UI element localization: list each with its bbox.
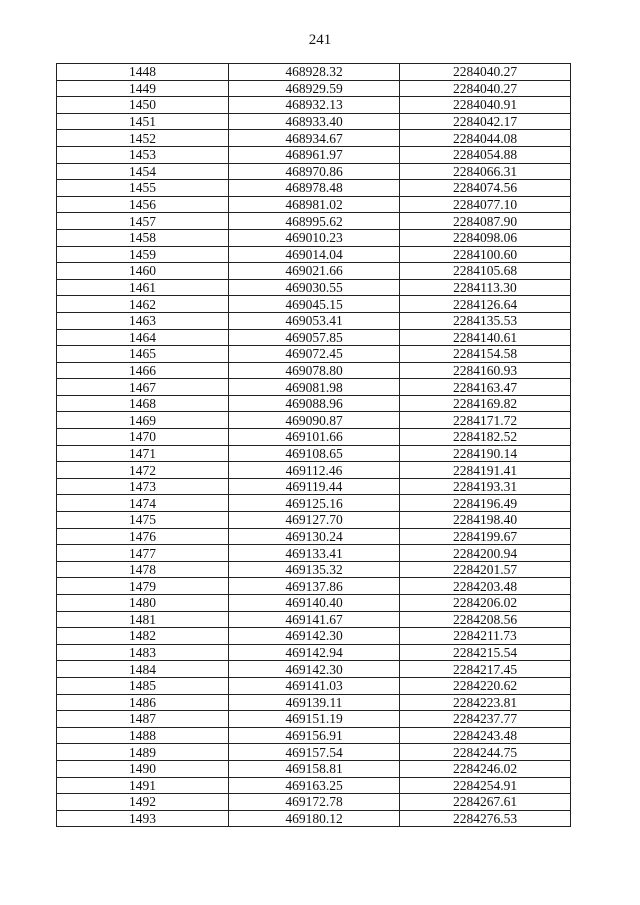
y-coordinate-cell: 2284066.31 bbox=[400, 163, 571, 180]
y-coordinate-cell: 2284140.61 bbox=[400, 329, 571, 346]
y-coordinate-cell: 2284042.17 bbox=[400, 113, 571, 130]
x-coordinate-cell: 468970.86 bbox=[229, 163, 400, 180]
point-number-cell: 1455 bbox=[57, 180, 229, 197]
table-row bbox=[57, 80, 571, 97]
point-number-cell: 1450 bbox=[57, 97, 229, 114]
point-number-cell: 1490 bbox=[57, 760, 229, 777]
x-coordinate-cell: 469163.25 bbox=[229, 777, 400, 794]
table-row bbox=[57, 760, 571, 777]
point-number-cell: 1459 bbox=[57, 246, 229, 263]
point-number-cell: 1478 bbox=[57, 561, 229, 578]
point-number-cell: 1482 bbox=[57, 628, 229, 645]
point-number-cell: 1471 bbox=[57, 445, 229, 462]
point-number-cell: 1466 bbox=[57, 362, 229, 379]
point-number-cell: 1470 bbox=[57, 429, 229, 446]
table-row bbox=[57, 711, 571, 728]
y-coordinate-cell: 2284160.93 bbox=[400, 362, 571, 379]
y-coordinate-cell: 2284135.53 bbox=[400, 312, 571, 329]
x-coordinate-cell: 469172.78 bbox=[229, 794, 400, 811]
x-coordinate-cell: 469045.15 bbox=[229, 296, 400, 313]
point-number-cell: 1454 bbox=[57, 163, 229, 180]
table-row bbox=[57, 279, 571, 296]
point-number-cell: 1492 bbox=[57, 794, 229, 811]
x-coordinate-cell: 469142.94 bbox=[229, 644, 400, 661]
x-coordinate-cell: 468929.59 bbox=[229, 80, 400, 97]
y-coordinate-cell: 2284196.49 bbox=[400, 495, 571, 512]
coordinates-table-body bbox=[57, 64, 571, 827]
y-coordinate-cell: 2284182.52 bbox=[400, 429, 571, 446]
table-row bbox=[57, 561, 571, 578]
point-number-cell: 1489 bbox=[57, 744, 229, 761]
y-coordinate-cell: 2284217.45 bbox=[400, 661, 571, 678]
point-number-cell: 1487 bbox=[57, 711, 229, 728]
table-row bbox=[57, 296, 571, 313]
point-number-cell: 1474 bbox=[57, 495, 229, 512]
y-coordinate-cell: 2284087.90 bbox=[400, 213, 571, 230]
x-coordinate-cell: 469088.96 bbox=[229, 395, 400, 412]
y-coordinate-cell: 2284054.88 bbox=[400, 146, 571, 163]
x-coordinate-cell: 469158.81 bbox=[229, 760, 400, 777]
x-coordinate-cell: 469101.66 bbox=[229, 429, 400, 446]
table-row bbox=[57, 97, 571, 114]
point-number-cell: 1464 bbox=[57, 329, 229, 346]
table-row bbox=[57, 694, 571, 711]
x-coordinate-cell: 469030.55 bbox=[229, 279, 400, 296]
table-row bbox=[57, 395, 571, 412]
table-row bbox=[57, 445, 571, 462]
point-number-cell: 1457 bbox=[57, 213, 229, 230]
x-coordinate-cell: 469021.66 bbox=[229, 263, 400, 280]
y-coordinate-cell: 2284244.75 bbox=[400, 744, 571, 761]
y-coordinate-cell: 2284211.73 bbox=[400, 628, 571, 645]
table-row bbox=[57, 512, 571, 529]
point-number-cell: 1479 bbox=[57, 578, 229, 595]
table-row bbox=[57, 213, 571, 230]
table-row bbox=[57, 727, 571, 744]
table-row bbox=[57, 329, 571, 346]
table-row bbox=[57, 528, 571, 545]
table-row bbox=[57, 229, 571, 246]
x-coordinate-cell: 469119.44 bbox=[229, 478, 400, 495]
point-number-cell: 1485 bbox=[57, 677, 229, 694]
x-coordinate-cell: 468961.97 bbox=[229, 146, 400, 163]
y-coordinate-cell: 2284077.10 bbox=[400, 196, 571, 213]
table-row bbox=[57, 810, 571, 827]
point-number-cell: 1449 bbox=[57, 80, 229, 97]
table-row bbox=[57, 545, 571, 562]
point-number-cell: 1493 bbox=[57, 810, 229, 827]
page-number: 241 bbox=[308, 32, 332, 48]
y-coordinate-cell: 2284267.61 bbox=[400, 794, 571, 811]
y-coordinate-cell: 2284198.40 bbox=[400, 512, 571, 529]
table-row bbox=[57, 130, 571, 147]
point-number-cell: 1486 bbox=[57, 694, 229, 711]
table-row bbox=[57, 644, 571, 661]
coordinates-table bbox=[56, 63, 571, 827]
table-row bbox=[57, 362, 571, 379]
table-row bbox=[57, 777, 571, 794]
y-coordinate-cell: 2284246.02 bbox=[400, 760, 571, 777]
point-number-cell: 1460 bbox=[57, 263, 229, 280]
x-coordinate-cell: 468932.13 bbox=[229, 97, 400, 114]
x-coordinate-cell: 469142.30 bbox=[229, 628, 400, 645]
table-row bbox=[57, 346, 571, 363]
y-coordinate-cell: 2284220.62 bbox=[400, 677, 571, 694]
y-coordinate-cell: 2284113.30 bbox=[400, 279, 571, 296]
x-coordinate-cell: 469112.46 bbox=[229, 462, 400, 479]
y-coordinate-cell: 2284154.58 bbox=[400, 346, 571, 363]
x-coordinate-cell: 469108.65 bbox=[229, 445, 400, 462]
table-row bbox=[57, 677, 571, 694]
y-coordinate-cell: 2284040.91 bbox=[400, 97, 571, 114]
y-coordinate-cell: 2284206.02 bbox=[400, 595, 571, 612]
point-number-cell: 1462 bbox=[57, 296, 229, 313]
table-row bbox=[57, 611, 571, 628]
y-coordinate-cell: 2284208.56 bbox=[400, 611, 571, 628]
x-coordinate-cell: 469125.16 bbox=[229, 495, 400, 512]
y-coordinate-cell: 2284215.54 bbox=[400, 644, 571, 661]
x-coordinate-cell: 469072.45 bbox=[229, 346, 400, 363]
point-number-cell: 1451 bbox=[57, 113, 229, 130]
x-coordinate-cell: 469140.40 bbox=[229, 595, 400, 612]
table-row bbox=[57, 744, 571, 761]
x-coordinate-cell: 469139.11 bbox=[229, 694, 400, 711]
y-coordinate-cell: 2284171.72 bbox=[400, 412, 571, 429]
table-row bbox=[57, 595, 571, 612]
table-row bbox=[57, 661, 571, 678]
y-coordinate-cell: 2284100.60 bbox=[400, 246, 571, 263]
point-number-cell: 1484 bbox=[57, 661, 229, 678]
y-coordinate-cell: 2284126.64 bbox=[400, 296, 571, 313]
y-coordinate-cell: 2284223.81 bbox=[400, 694, 571, 711]
y-coordinate-cell: 2284203.48 bbox=[400, 578, 571, 595]
table-row bbox=[57, 180, 571, 197]
table-row bbox=[57, 578, 571, 595]
table-row bbox=[57, 495, 571, 512]
x-coordinate-cell: 469141.67 bbox=[229, 611, 400, 628]
point-number-cell: 1480 bbox=[57, 595, 229, 612]
table-row bbox=[57, 412, 571, 429]
x-coordinate-cell: 469133.41 bbox=[229, 545, 400, 562]
y-coordinate-cell: 2284040.27 bbox=[400, 64, 571, 81]
y-coordinate-cell: 2284254.91 bbox=[400, 777, 571, 794]
x-coordinate-cell: 469053.41 bbox=[229, 312, 400, 329]
x-coordinate-cell: 469151.19 bbox=[229, 711, 400, 728]
point-number-cell: 1472 bbox=[57, 462, 229, 479]
point-number-cell: 1483 bbox=[57, 644, 229, 661]
x-coordinate-cell: 469180.12 bbox=[229, 810, 400, 827]
point-number-cell: 1481 bbox=[57, 611, 229, 628]
y-coordinate-cell: 2284190.14 bbox=[400, 445, 571, 462]
y-coordinate-cell: 2284276.53 bbox=[400, 810, 571, 827]
x-coordinate-cell: 469057.85 bbox=[229, 329, 400, 346]
x-coordinate-cell: 469142.30 bbox=[229, 661, 400, 678]
x-coordinate-cell: 469014.04 bbox=[229, 246, 400, 263]
y-coordinate-cell: 2284074.56 bbox=[400, 180, 571, 197]
point-number-cell: 1475 bbox=[57, 512, 229, 529]
y-coordinate-cell: 2284201.57 bbox=[400, 561, 571, 578]
x-coordinate-cell: 468995.62 bbox=[229, 213, 400, 230]
x-coordinate-cell: 469137.86 bbox=[229, 578, 400, 595]
point-number-cell: 1477 bbox=[57, 545, 229, 562]
table-row bbox=[57, 263, 571, 280]
table-row bbox=[57, 379, 571, 396]
point-number-cell: 1461 bbox=[57, 279, 229, 296]
point-number-cell: 1488 bbox=[57, 727, 229, 744]
point-number-cell: 1473 bbox=[57, 478, 229, 495]
table-row bbox=[57, 246, 571, 263]
x-coordinate-cell: 468928.32 bbox=[229, 64, 400, 81]
y-coordinate-cell: 2284199.67 bbox=[400, 528, 571, 545]
y-coordinate-cell: 2284105.68 bbox=[400, 263, 571, 280]
y-coordinate-cell: 2284098.06 bbox=[400, 229, 571, 246]
table-row bbox=[57, 146, 571, 163]
table-row bbox=[57, 113, 571, 130]
x-coordinate-cell: 469090.87 bbox=[229, 412, 400, 429]
y-coordinate-cell: 2284200.94 bbox=[400, 545, 571, 562]
y-coordinate-cell: 2284237.77 bbox=[400, 711, 571, 728]
table-row bbox=[57, 429, 571, 446]
table-row bbox=[57, 794, 571, 811]
point-number-cell: 1465 bbox=[57, 346, 229, 363]
point-number-cell: 1467 bbox=[57, 379, 229, 396]
point-number-cell: 1448 bbox=[57, 64, 229, 81]
table-row bbox=[57, 462, 571, 479]
x-coordinate-cell: 469135.32 bbox=[229, 561, 400, 578]
point-number-cell: 1456 bbox=[57, 196, 229, 213]
point-number-cell: 1476 bbox=[57, 528, 229, 545]
table-row bbox=[57, 64, 571, 81]
x-coordinate-cell: 469130.24 bbox=[229, 528, 400, 545]
table-row bbox=[57, 312, 571, 329]
y-coordinate-cell: 2284044.08 bbox=[400, 130, 571, 147]
y-coordinate-cell: 2284169.82 bbox=[400, 395, 571, 412]
y-coordinate-cell: 2284191.41 bbox=[400, 462, 571, 479]
x-coordinate-cell: 469157.54 bbox=[229, 744, 400, 761]
x-coordinate-cell: 468933.40 bbox=[229, 113, 400, 130]
y-coordinate-cell: 2284193.31 bbox=[400, 478, 571, 495]
table-row bbox=[57, 163, 571, 180]
x-coordinate-cell: 469078.80 bbox=[229, 362, 400, 379]
x-coordinate-cell: 469010.23 bbox=[229, 229, 400, 246]
table-row bbox=[57, 196, 571, 213]
point-number-cell: 1463 bbox=[57, 312, 229, 329]
table-row bbox=[57, 478, 571, 495]
point-number-cell: 1458 bbox=[57, 229, 229, 246]
point-number-cell: 1491 bbox=[57, 777, 229, 794]
x-coordinate-cell: 468981.02 bbox=[229, 196, 400, 213]
y-coordinate-cell: 2284163.47 bbox=[400, 379, 571, 396]
x-coordinate-cell: 469156.91 bbox=[229, 727, 400, 744]
y-coordinate-cell: 2284243.48 bbox=[400, 727, 571, 744]
point-number-cell: 1452 bbox=[57, 130, 229, 147]
x-coordinate-cell: 468978.48 bbox=[229, 180, 400, 197]
x-coordinate-cell: 469081.98 bbox=[229, 379, 400, 396]
x-coordinate-cell: 469127.70 bbox=[229, 512, 400, 529]
x-coordinate-cell: 469141.03 bbox=[229, 677, 400, 694]
y-coordinate-cell: 2284040.27 bbox=[400, 80, 571, 97]
point-number-cell: 1468 bbox=[57, 395, 229, 412]
point-number-cell: 1453 bbox=[57, 146, 229, 163]
table-row bbox=[57, 628, 571, 645]
x-coordinate-cell: 468934.67 bbox=[229, 130, 400, 147]
point-number-cell: 1469 bbox=[57, 412, 229, 429]
